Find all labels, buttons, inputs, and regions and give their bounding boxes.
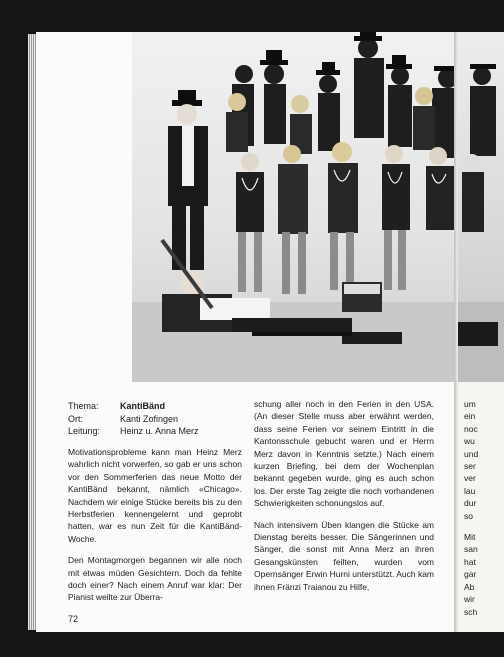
info-box [68, 400, 254, 438]
lead-value: Heinz u. Anna Merz [120, 426, 199, 436]
fragment-line: gar [464, 569, 477, 580]
next-page-edge [458, 32, 504, 632]
paragraph: schung aller noch in den Ferien in den USA. (An dieser Stelle muss aber erwähnt werden, dass seine Ferien vor seinem Eintritt in die Kantonsschule gebucht waren und er Herrn Merz davon in Kenntnis setzte.) Nach einem kurzen Briefing, bei dem der Wochenplan bekannt gegeben wurde, ging es auch schon los. Der erste Tag zeigte die noch vorhandenen Schwierigkeiten schonungslos auf. [254, 399, 434, 509]
paragraph: Den Montagmorgen begannen wir alle noch mit etwas müden Gesichtern. Doch da fehlte doch einer? Nach einem Anruf war klar: Der Pianist weilte zur Überra- [68, 555, 242, 603]
paragraph: Motivationsprobleme kann man Heinz Merz wahrlich nicht vorwerfen, so gab er uns schon vor den Sommerferien das neue Motto der KantiBänd bekannt, nämlich «Chicago». Nachdem wir einige Stücke bereits bis zu den Herbstferien kennengelernt und geprobt hatten, war es nun Zeit für die KantiBänd-Woche. [68, 447, 242, 544]
fragment-line: sch [464, 606, 478, 617]
fragment-line: wu [464, 436, 475, 447]
fragment-line: lau [464, 485, 476, 496]
paragraph: Nach intensivem Üben klangen die Stücke am Dienstag bereits besser. Die Sängerinnen und Sänger, die sonst mit Anna Merz an ihren Gesangskünsten feilten, wurden vom Opernsänger Erwin Hurni unterstützt. Auch kam ihnen Fränzi Traianou zu Hilfe, [254, 519, 434, 592]
fragment-line: Ab [464, 581, 475, 592]
fragment-line: wir [464, 594, 475, 605]
fragment-line: noc [464, 423, 478, 434]
theme-value: KantiBänd [120, 401, 165, 411]
text-column-1 [68, 446, 242, 613]
info-row-lead [68, 425, 254, 438]
info-row-theme [68, 400, 254, 413]
fragment-line: Mit [464, 532, 476, 543]
magazine-page [36, 32, 456, 632]
fragment-line: und [464, 448, 479, 459]
place-value: Kanti Zofingen [120, 413, 179, 424]
lead-label: Leitung: [68, 426, 101, 436]
place-label: Ort: [68, 413, 83, 424]
text-column-2 [254, 398, 434, 602]
fragment-line: ver [464, 473, 476, 484]
fragment-line: san [464, 544, 478, 555]
fragment-line: ein [464, 411, 476, 422]
fragment-line: dur [464, 498, 477, 509]
fragment-line: ser [464, 461, 476, 472]
info-row-place [68, 413, 254, 426]
fragment-line: hat [464, 556, 476, 567]
band-photo [132, 32, 456, 382]
fragment-list [464, 398, 504, 618]
band-photo-continued [458, 32, 504, 382]
fragment-line: so [464, 510, 473, 521]
page-number: 72 [68, 614, 79, 624]
text-column-3-fragment [464, 398, 504, 618]
theme-label: Thema: [68, 401, 99, 411]
fragment-line: um [464, 399, 476, 409]
